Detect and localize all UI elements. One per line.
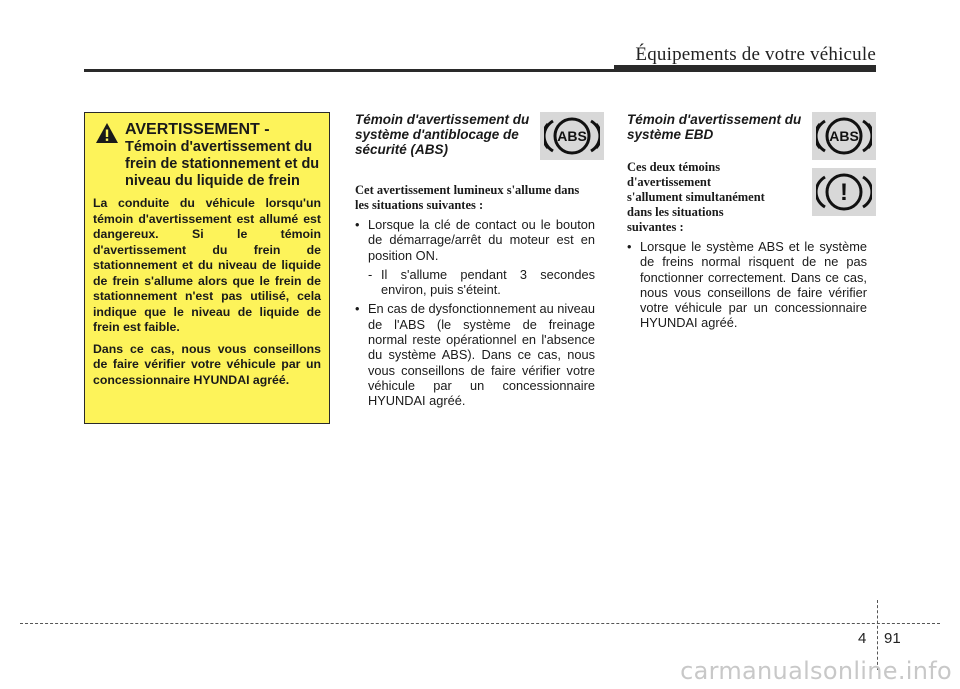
ebd-abs-lamp: [812, 112, 876, 160]
brake-lamp-label: !: [840, 179, 848, 206]
warning-paragraph-1: La conduite du véhicule lorsqu'un témoin d'avertissement est allumé est dangereux. Si le témoin d'avertissement du frein de stationnement et du niveau de liquide de frein s'allume alors que le frein de stationnement n'est pas utilisé, cela indique que le niveau de liquide de frein est faible.: [93, 196, 321, 334]
abs-lamp-icon: [816, 115, 872, 157]
brake-exclamation-icon: [816, 171, 872, 213]
brake-warning-lamp: [812, 168, 876, 216]
ebd-bullet-1-text: Lorsque le système ABS et le système de freins normal risquent de ne pas fonctionner correctement. Dans ce cas, nous vous conseillons de faire vérifier votre véhicule par un concessionnaire HYUNDAI agréé.: [640, 239, 867, 331]
abs-sub-item-1: [368, 267, 595, 298]
ebd-bullet-1: [627, 239, 867, 331]
dash-marker: -: [368, 266, 373, 282]
abs-bullet-2-text: En cas de dysfonctionnement au niveau de l'ABS (le système de freinage normal reste opérationnel en l'absence du système ABS). Dans ce cas, nous vous conseillons de faire vérifier votre véhicule par un concessionnaire HYUNDAI agréé.: [368, 301, 595, 409]
warning-paragraph-2: Dans ce cas, nous vous conseillons de faire vérifier votre véhicule par un concessionnaire HYUNDAI agréé.: [93, 341, 321, 387]
ebd-abs-lamp-label: ABS: [829, 128, 859, 144]
abs-bullet-1: [355, 217, 595, 263]
header-rule-accent: [614, 65, 876, 72]
footer-rule: [20, 623, 940, 624]
header-title: Équipements de votre véhicule: [635, 44, 876, 65]
ebd-section-title: Témoin d'avertissement du système EBD: [627, 112, 802, 142]
warning-title: AVERTISSEMENT -: [125, 121, 270, 138]
abs-lamp-icon: [544, 115, 600, 157]
abs-bullet-2: [355, 301, 595, 408]
bullet-marker: •: [627, 239, 632, 254]
warning-header: [93, 121, 321, 190]
watermark: carmanualsonline.info: [680, 657, 952, 685]
bullet-marker: •: [355, 301, 360, 317]
bullet-marker: •: [355, 217, 360, 232]
page-number: 91: [884, 630, 901, 647]
abs-warning-lamp: [540, 112, 604, 160]
warning-subtitle: Témoin d'avertissement du frein de stationnement et du niveau du liquide de frein: [125, 139, 320, 189]
abs-section-title: Témoin d'avertissement du système d'antiblocage de sécurité (ABS): [355, 112, 530, 157]
abs-bullet-1-text: Lorsque la clé de contact ou le bouton de démarrage/arrêt du moteur est en position ON.: [368, 217, 595, 263]
abs-intro: Cet avertissement lumineux s'allume dans les situations suivantes :: [355, 183, 580, 212]
abs-sub-item-1-text: Il s'allume pendant 3 secondes environ, puis s'éteint.: [381, 266, 595, 298]
warning-box: [84, 112, 330, 424]
chapter-number: 4: [858, 630, 867, 647]
abs-lamp-label: ABS: [557, 128, 587, 144]
warning-triangle-icon: [95, 122, 119, 144]
ebd-intro: Ces deux témoins d'avertissement s'allument simultanément dans les situations suivantes :: [627, 160, 765, 234]
